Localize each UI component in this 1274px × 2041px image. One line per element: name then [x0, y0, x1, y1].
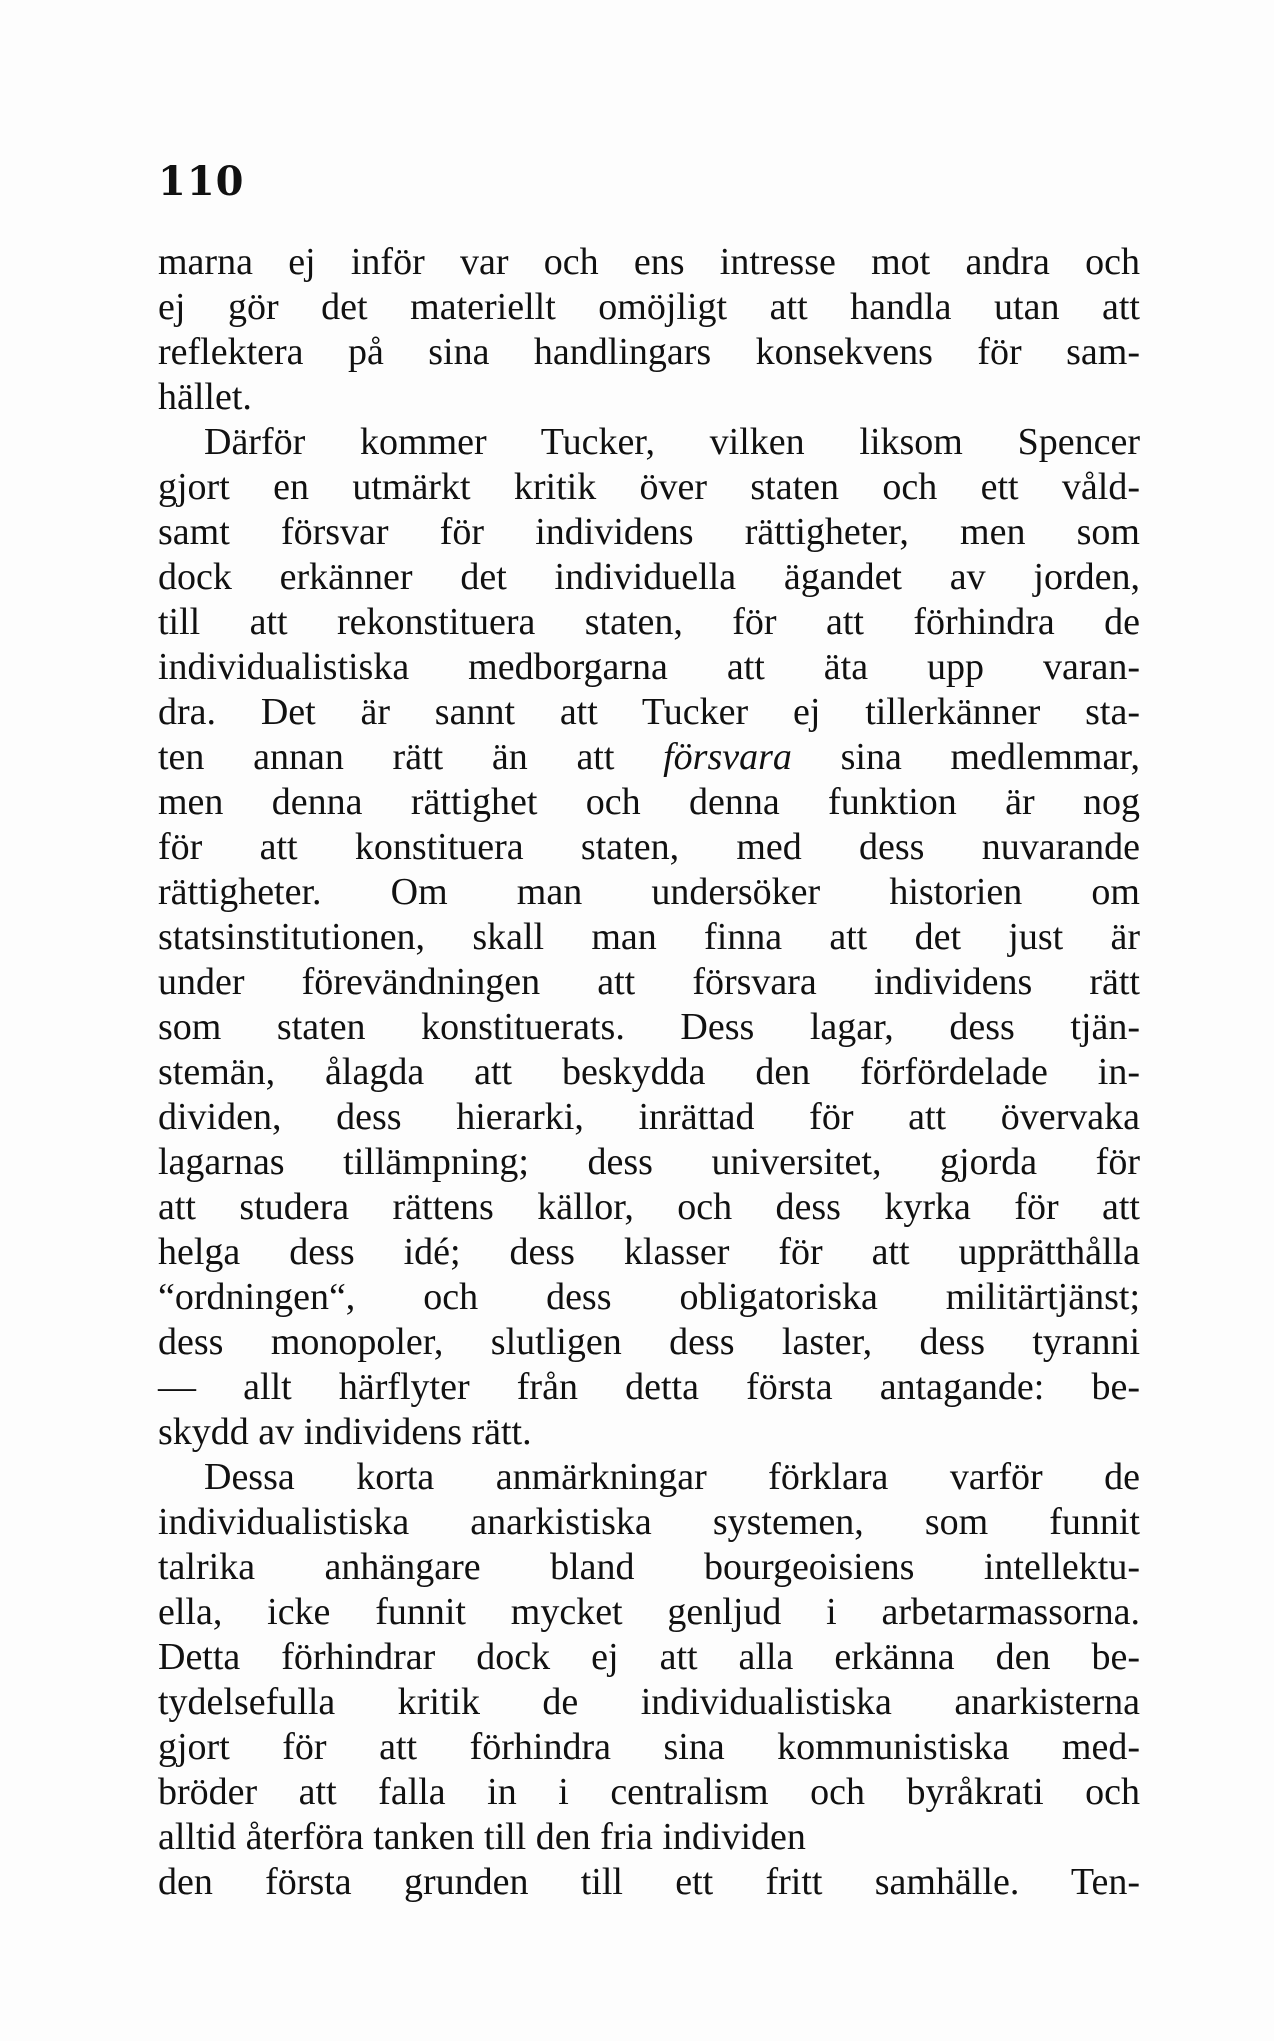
text-line: för att konstituera staten, med dess nuvarande	[158, 826, 1140, 868]
text-segment: ten annan rätt än att	[158, 736, 664, 778]
text-line: Därför kommer Tucker, vilken liksom Spencer	[204, 421, 1140, 463]
text-line: samt försvar för individens rättigheter, men som	[158, 511, 1140, 553]
text-line: men denna rättighet och denna funktion är nog	[158, 781, 1140, 823]
text-line: till att rekonstituera staten, för att förhindra de	[158, 601, 1140, 643]
text-line: Dessa korta anmärkningar förklara varför de	[204, 1456, 1140, 1498]
text-line: statsinstitutionen, skall man finna att det just är	[158, 916, 1140, 958]
text-line: dra. Det är sannt att Tucker ej tillerkänner sta-	[158, 691, 1140, 733]
text-line: talrika anhängare bland bourgeoisiens intellektu-	[158, 1546, 1140, 1588]
text-line: alltid återföra tanken till den fria individen	[158, 1816, 806, 1858]
text-line: ella, icke funnit mycket genljud i arbetarmassorna.	[158, 1591, 1140, 1633]
italic-word: försvara	[663, 736, 792, 778]
text-line: att studera rättens källor, och dess kyrka för att	[158, 1186, 1140, 1228]
text-line: stemän, ålagda att beskydda den förfördelade in-	[158, 1051, 1140, 1093]
text-line: dess monopoler, slutligen dess laster, dess tyranni	[158, 1321, 1140, 1363]
text-line: gjort en utmärkt kritik över staten och ett våld-	[158, 466, 1140, 508]
text-line: Detta förhindrar dock ej att alla erkänna den be-	[158, 1636, 1140, 1678]
text-line: under förevändningen att försvara individens rätt	[158, 961, 1140, 1003]
text-line: rättigheter. Om man undersöker historien om	[158, 871, 1140, 913]
text-line: helga dess idé; dess klasser för att upprätthålla	[158, 1231, 1140, 1273]
text-line: individualistiska anarkistiska systemen, som funnit	[158, 1501, 1140, 1543]
text-line: individualistiska medborgarna att äta upp varan-	[158, 646, 1140, 688]
text-line: dock erkänner det individuella ägandet av jorden,	[158, 556, 1140, 598]
text-line: som staten konstituerats. Dess lagar, dess tjän-	[158, 1006, 1140, 1048]
text-line: hället.	[158, 376, 252, 418]
text-line: reflektera på sina handlingars konsekvens för sam-	[158, 331, 1140, 373]
text-line: skydd av individens rätt.	[158, 1411, 532, 1453]
text-line: gjort för att förhindra sina kommunistiska med-	[158, 1726, 1140, 1768]
page-number: 110	[158, 158, 245, 205]
text-segment: sina medlemmar,	[791, 736, 1140, 778]
text-line: ej gör det materiellt omöjligt att handla utan att	[158, 286, 1140, 328]
text-line: tydelsefulla kritik de individualistiska anarkisterna	[158, 1681, 1140, 1723]
text-line: — allt härflyter från detta första antagande: be-	[158, 1366, 1140, 1408]
text-line: dividen, dess hierarki, inrättad för att övervaka	[158, 1096, 1140, 1138]
text-line: lagarnas tillämpning; dess universitet, gjorda för	[158, 1141, 1140, 1183]
text-line: marna ej inför var och ens intresse mot andra och	[158, 241, 1140, 283]
text-line: “ordningen“, och dess obligatoriska militärtjänst;	[158, 1276, 1140, 1318]
text-line: den första grunden till ett fritt samhälle. Ten-	[158, 1861, 1140, 1903]
text-line: bröder att falla in i centralism och byråkrati och	[158, 1771, 1140, 1813]
text-line	[158, 735, 1140, 780]
body-text	[158, 240, 1140, 1905]
